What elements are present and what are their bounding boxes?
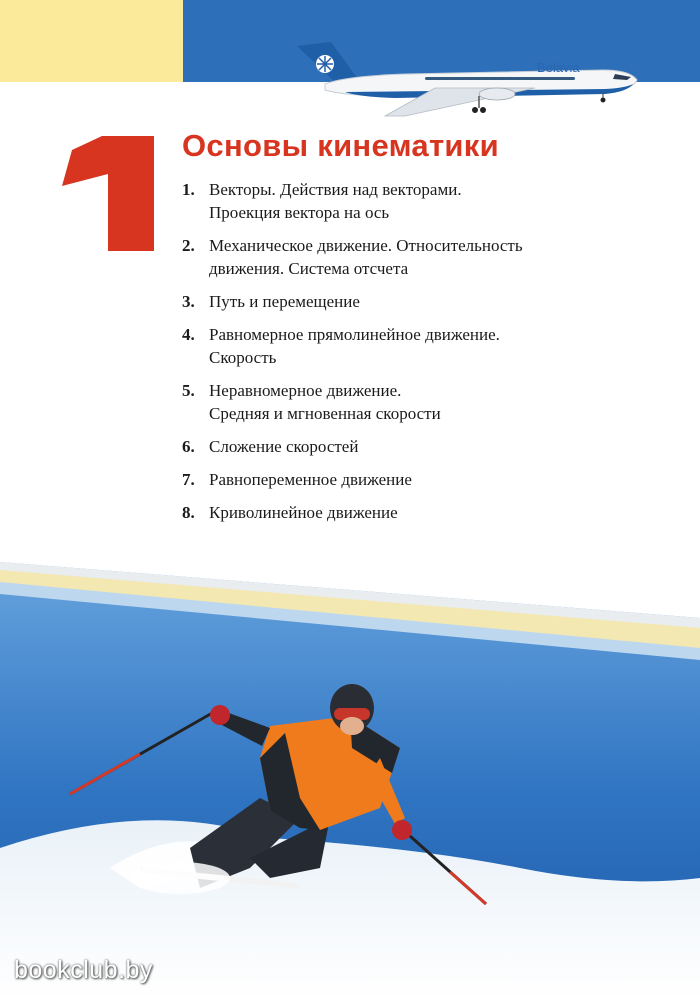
plane-livery-text: Belavia [537, 60, 580, 75]
toc-item[interactable]: 2. Механическое движение. Относительность движения. Система отсчета [182, 236, 523, 278]
toc-item[interactable]: 1. Векторы. Действия над векторами. Проекция вектора на ось [182, 180, 462, 222]
toc-item[interactable]: 3. Путь и перемещение [182, 292, 360, 311]
chapter-number [62, 136, 154, 251]
chapter-title: Основы кинематики [182, 128, 499, 163]
header-yellow-block [0, 0, 183, 82]
toc-item[interactable]: 7. Равнопеременное движение [182, 470, 412, 489]
skier-photo [0, 548, 700, 1000]
toc-list [182, 178, 672, 534]
watermark-text: bookclub.by [14, 956, 153, 984]
toc-item[interactable]: 4. Равномерное прямолинейное движение. Скорость [182, 325, 500, 367]
toc-item[interactable]: 8. Криволинейное движение [182, 503, 398, 522]
toc-item[interactable]: 6. Сложение скоростей [182, 437, 359, 456]
airplane-illustration [285, 34, 640, 120]
toc-item[interactable]: 5. Неравномерное движение. Средняя и мгновенная скорости [182, 381, 441, 423]
